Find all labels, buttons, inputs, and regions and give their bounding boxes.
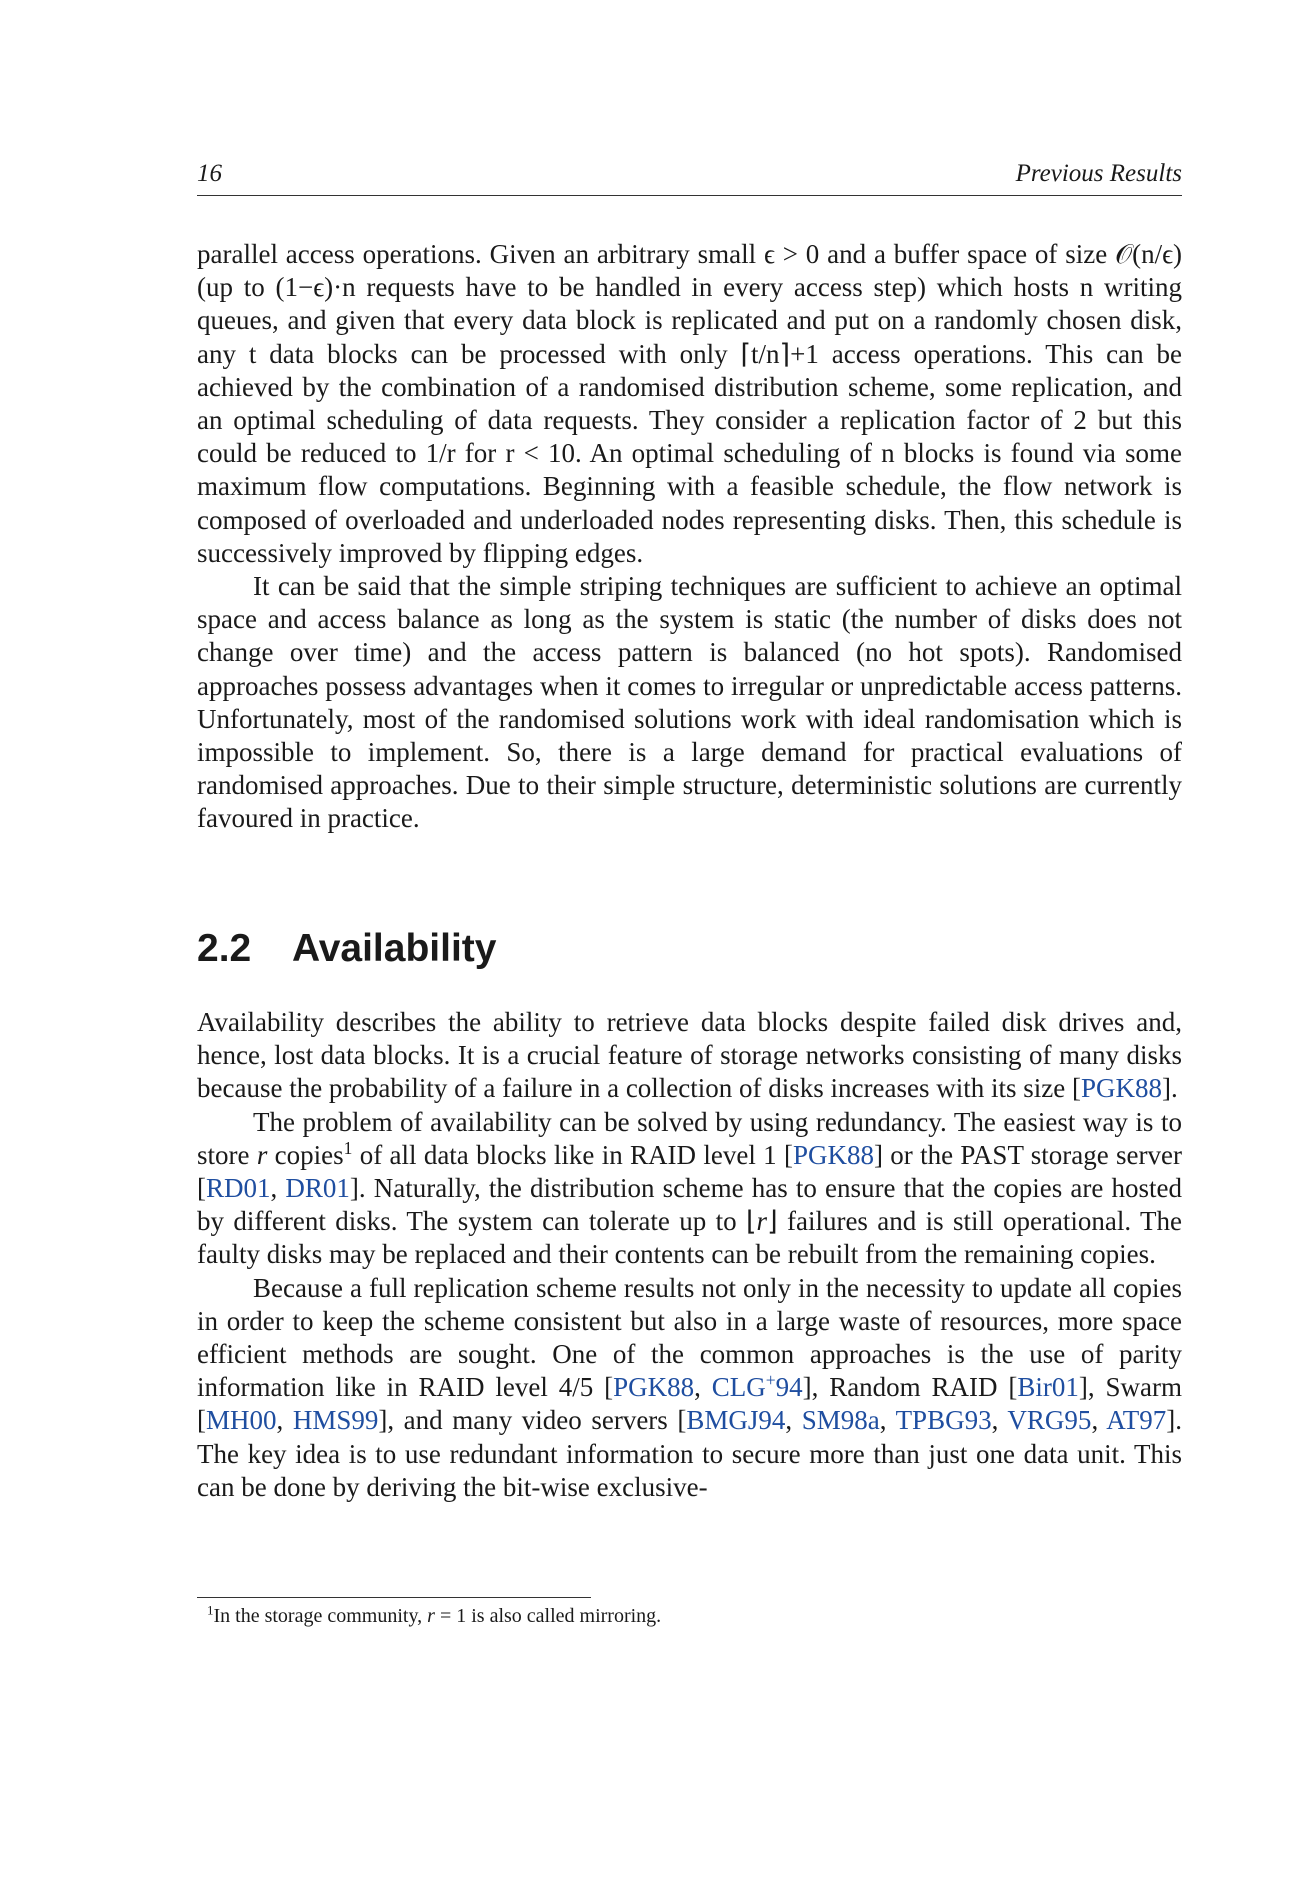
section-number: 2.2 bbox=[197, 927, 252, 970]
paragraph-redundancy bbox=[197, 1106, 1182, 1272]
citation-link[interactable]: DR01 bbox=[285, 1173, 350, 1204]
citation-link[interactable]: RD01 bbox=[206, 1173, 271, 1204]
text-run: , bbox=[879, 1405, 896, 1436]
paragraph-parity bbox=[197, 1272, 1182, 1504]
section-title: Availability bbox=[292, 927, 497, 970]
text-run: , bbox=[270, 1173, 286, 1204]
text-run: Because a full replication scheme results not only in the necessity to update all copies in order to keep the scheme consistent but also in a large waste of resources, more space efficient methods are sought. One of the common approaches is the use of parity information like in RAID level 4/5 [ bbox=[197, 1272, 1182, 1403]
footnote-number: 1 bbox=[207, 1602, 214, 1618]
text-run: ], Swarm [ bbox=[197, 1372, 1183, 1436]
text-run: In the storage community, bbox=[213, 1605, 428, 1627]
math-variable: r bbox=[756, 1206, 768, 1237]
footnote-rule bbox=[197, 1597, 591, 1598]
text-run: Availability describes the ability to retrieve data blocks despite failed disk drives and, hence, lost data blocks. It is a crucial feature of storage networks consisting of many disks because the probability of a failure in a collection of disks increases with its size [ bbox=[197, 1007, 1182, 1104]
body-top bbox=[197, 238, 1182, 836]
citation-link[interactable]: PGK88 bbox=[1080, 1073, 1162, 1104]
citation-superscript: + bbox=[765, 1370, 776, 1391]
text-run: , bbox=[276, 1405, 293, 1436]
text-run: ⌋ failures and is still operational. The faulty disks may be replaced and their contents can be rebuilt from the remaining copies. bbox=[197, 1206, 1182, 1270]
text-run: = 1 is also called mirroring. bbox=[434, 1605, 662, 1627]
paragraph-striping-summary: It can be said that the simple striping techniques are sufficient to achieve an optimal space and access balance as long as the system is static (the number of disks does not change over time) and the access pattern is balanced (no hot spots). Randomised approaches possess advantages when it comes to irregular or unpredictable access patterns. Unfortunately, most of the randomised solutions work with ideal randomisation which is impossible to implement. So, there is a large demand for practical evaluations of randomised approaches. Due to their simple structure, deterministic solutions are currently favoured in practice. bbox=[197, 571, 1182, 834]
text-run: ]. Naturally, the distribution scheme has to ensure that the copies are hosted by different disks. The system can tolerate up to ⌊ bbox=[197, 1173, 1183, 1237]
text-run: , bbox=[991, 1405, 1008, 1436]
citation-link[interactable]: MH00 bbox=[206, 1405, 277, 1436]
text-run: , bbox=[694, 1372, 712, 1403]
chapter-title: Previous Results bbox=[1015, 160, 1182, 187]
citation-text: 94 bbox=[775, 1372, 803, 1403]
citation-link[interactable]: PGK88 bbox=[792, 1139, 874, 1170]
citation-link[interactable]: AT97 bbox=[1106, 1405, 1167, 1436]
citation-link[interactable] bbox=[712, 1372, 803, 1402]
body-availability bbox=[197, 1006, 1182, 1504]
running-head bbox=[197, 160, 1182, 188]
citation-link[interactable]: Bir01 bbox=[1017, 1372, 1079, 1403]
footnote-marker[interactable]: 1 bbox=[343, 1137, 353, 1158]
citation-link[interactable]: HMS99 bbox=[292, 1405, 379, 1436]
text-run: copies bbox=[267, 1139, 344, 1170]
paragraph-availability bbox=[197, 1006, 1182, 1106]
text-run: ]. The key idea is to use redundant information to secure more than just one data unit. This can be done by deriving the bit-wise exclusive- bbox=[197, 1405, 1183, 1502]
page-number: 16 bbox=[197, 160, 222, 187]
math-variable: r bbox=[427, 1605, 435, 1627]
text-run: , bbox=[785, 1405, 802, 1436]
header-rule bbox=[197, 195, 1182, 196]
paragraph-flow-scheduling: parallel access operations. Given an arbitrary small ϵ > 0 and a buffer space of size 𝒪(n/ϵ) (up to (1−ϵ)·n requests have to be handled in every access step) which hosts n writing queues, and given that every data block is replicated and put on a randomly chosen disk, any t data blocks can be processed with only ⌈t/n⌉+1 access operations. This can be achieved by the combination of a randomised distribution scheme, some replication, and an optimal scheduling of data requests. They consider a replication factor of 2 but this could be reduced to 1/r for r < 10. An optimal scheduling of n blocks is found via some maximum flow computations. Beginning with a feasible schedule, the flow network is composed of overloaded and underloaded nodes representing disks. Then, this schedule is successively improved by flipping edges. bbox=[197, 239, 1182, 568]
text-run: ]. bbox=[1161, 1073, 1178, 1104]
citation-text: CLG bbox=[711, 1372, 766, 1403]
text-run: ], Random RAID [ bbox=[802, 1372, 1018, 1403]
citation-link[interactable]: PGK88 bbox=[613, 1372, 695, 1403]
text-run: ], and many video servers [ bbox=[378, 1405, 687, 1436]
section-heading bbox=[197, 927, 496, 971]
footnote bbox=[207, 1604, 1177, 1628]
text-run: ] or the PAST storage server [ bbox=[197, 1139, 1183, 1204]
citation-link[interactable]: TPBG93 bbox=[895, 1405, 992, 1436]
math-variable: r bbox=[256, 1139, 268, 1170]
text-run: , bbox=[1091, 1405, 1107, 1436]
citation-link[interactable]: SM98a bbox=[801, 1405, 880, 1436]
text-run: of all data blocks like in RAID level 1 [ bbox=[352, 1139, 793, 1170]
citation-link[interactable]: BMGJ94 bbox=[686, 1405, 786, 1436]
citation-link[interactable]: VRG95 bbox=[1007, 1405, 1092, 1436]
text-run: The problem of availability can be solved by using redundancy. The easiest way is to store bbox=[197, 1106, 1182, 1170]
